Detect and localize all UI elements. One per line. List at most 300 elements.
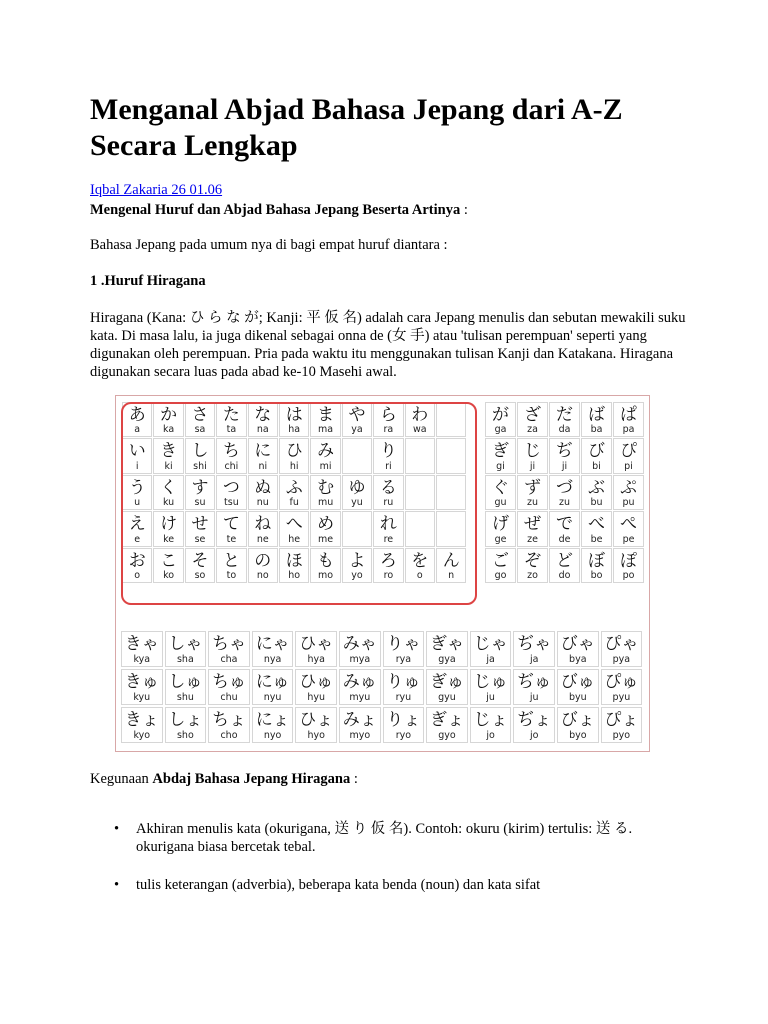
romaji-label: nu <box>256 497 269 509</box>
kana-char: そ <box>191 550 209 571</box>
combo-kana-cell <box>470 707 512 743</box>
romaji-label: hyu <box>307 692 326 703</box>
kana-cell <box>153 402 183 437</box>
intro-text: Bahasa Jepang pada umum nya di bagi empat huruf diantara : <box>90 237 448 253</box>
romaji-label: o <box>134 569 141 581</box>
kana-char: ぷ <box>620 477 637 498</box>
author-link[interactable]: Iqbal Zakaria 26 01.06 <box>90 182 223 198</box>
kana-char: え <box>128 514 146 535</box>
romaji-label: ho <box>288 569 301 581</box>
romaji-label: byu <box>568 692 587 703</box>
kana-cell <box>122 511 152 546</box>
kana-char: しゅ <box>168 672 203 692</box>
kana-char: ら <box>379 405 397 425</box>
kana-char: きょ <box>124 710 159 730</box>
romaji-label: ke <box>163 533 175 545</box>
combo-kana-cell <box>513 669 555 705</box>
kana-char: じょ <box>473 710 508 730</box>
bullet-icon: • <box>114 821 120 837</box>
kana-char: に <box>254 441 272 462</box>
kana-char: にょ <box>255 710 290 730</box>
romaji-label: hi <box>289 460 299 472</box>
kana-char: ぴゃ <box>604 634 639 654</box>
kana-cell <box>185 402 215 437</box>
romaji-label: ji <box>561 460 568 472</box>
kana-char: よ <box>348 550 366 571</box>
kana-char: み <box>317 441 335 462</box>
voiced-kana-cell <box>549 402 580 437</box>
usage-bold: Abdaj Bahasa Jepang Hiragana <box>152 771 351 787</box>
kana-char: や <box>348 405 366 425</box>
kana-char: にゅ <box>255 672 290 692</box>
kana-cell <box>405 548 435 583</box>
kana-cell <box>248 402 278 437</box>
kana-char: あ <box>128 405 146 425</box>
kana-char: た <box>222 405 240 425</box>
kana-char: きゃ <box>124 634 159 654</box>
romaji-label: be <box>590 533 603 545</box>
kana-char: て <box>222 514 240 535</box>
kana-cell <box>405 438 435 473</box>
combo-kana-cell <box>295 631 337 667</box>
voiced-kana-cell <box>517 438 548 473</box>
romaji-label: mo <box>318 569 334 581</box>
combo-kana-cell <box>165 707 207 743</box>
romaji-label: nyu <box>263 692 282 703</box>
combo-kana-cell <box>601 707 643 743</box>
romaji-label: re <box>383 533 394 545</box>
voiced-kana-cell <box>549 511 580 546</box>
kana-char: お <box>128 550 146 571</box>
romaji-label: ta <box>226 424 237 436</box>
romaji-label: he <box>288 533 301 545</box>
romaji-label: ju <box>486 692 495 703</box>
article-title: Menganal Abjad Bahasa Jepang dari A-Z Secara Lengkap <box>90 93 623 162</box>
kana-cell <box>248 438 278 473</box>
combo-kana-cell <box>208 707 250 743</box>
combo-kana-cell <box>208 669 250 705</box>
kana-char: じ <box>524 441 541 462</box>
kana-char: ぎゃ <box>429 634 464 654</box>
kana-char: ぼ <box>588 550 605 571</box>
kana-char: りょ <box>386 710 421 730</box>
romaji-label: na <box>256 424 269 436</box>
kana-char: べ <box>588 514 605 535</box>
kana-cell <box>216 475 246 510</box>
kana-char: へ <box>285 514 303 535</box>
kana-char: りゅ <box>386 672 421 692</box>
voiced-kana-cell <box>581 475 612 510</box>
romaji-label: shu <box>176 692 194 703</box>
romaji-label: do <box>558 569 571 581</box>
romaji-label: sho <box>176 730 194 741</box>
kana-char: げ <box>492 514 509 535</box>
kana-char: びょ <box>560 710 595 730</box>
romaji-label: ka <box>163 424 175 436</box>
romaji-label: i <box>135 460 139 472</box>
usage-line <box>90 770 690 788</box>
kana-cell <box>436 475 466 510</box>
romaji-label: ge <box>494 533 507 545</box>
kana-char: で <box>556 514 573 535</box>
romaji-label: gu <box>494 497 507 509</box>
kana-char: は <box>285 405 303 425</box>
romaji-label: te <box>226 533 237 545</box>
voiced-kana-cell <box>517 511 548 546</box>
kana-cell <box>436 511 466 546</box>
romaji-label: kyo <box>133 730 151 741</box>
kana-char: みゅ <box>342 672 377 692</box>
kana-char: じゃ <box>473 634 508 654</box>
kana-cell <box>436 438 466 473</box>
romaji-label: ki <box>164 460 173 472</box>
romaji-label: byo <box>569 730 587 741</box>
romaji-label: da <box>558 424 571 436</box>
kana-char: け <box>160 514 178 535</box>
kana-char: せ <box>191 514 209 535</box>
kana-cell <box>279 475 309 510</box>
kana-char: ゆ <box>348 477 366 498</box>
combo-kana-cell <box>470 669 512 705</box>
romaji-label: sa <box>194 424 206 436</box>
kana-cell <box>153 511 183 546</box>
combo-kana-cell <box>252 707 294 743</box>
romaji-label: hyo <box>307 730 325 741</box>
voiced-kana-cell <box>613 548 644 583</box>
kana-cell <box>342 402 372 437</box>
romaji-label: rya <box>395 654 412 665</box>
kana-char: ぞ <box>524 550 541 571</box>
kana-char: ね <box>254 514 272 535</box>
kana-char: れ <box>379 514 397 535</box>
voiced-kana-cell <box>485 475 516 510</box>
kana-cell <box>310 475 340 510</box>
combo-kana-cell <box>121 669 163 705</box>
romaji-label: bya <box>569 654 587 665</box>
romaji-label: kyu <box>133 692 151 703</box>
romaji-label: yu <box>351 497 363 509</box>
romaji-label: pa <box>622 424 635 436</box>
romaji-label: nya <box>263 654 282 665</box>
kana-cell <box>342 511 372 546</box>
voiced-kana-cell <box>613 438 644 473</box>
kana-char: ち <box>222 441 240 462</box>
bullet-icon: • <box>114 877 120 893</box>
romaji-label: ze <box>527 533 538 545</box>
combo-kana-cell <box>295 707 337 743</box>
kana-char: しゃ <box>168 634 203 654</box>
combo-kana-cell <box>339 669 381 705</box>
romaji-label: gyu <box>438 692 456 703</box>
romaji-label: wa <box>412 424 427 436</box>
romaji-label: ga <box>494 424 507 436</box>
romaji-label: su <box>194 497 206 509</box>
kana-cell <box>310 402 340 437</box>
kana-cell <box>122 402 152 437</box>
romaji-label: pyo <box>612 730 631 741</box>
list-item <box>90 820 690 856</box>
kana-cell <box>185 548 215 583</box>
romaji-label: cha <box>220 654 238 665</box>
kana-char: ぬ <box>254 477 272 498</box>
kana-char: ぐ <box>492 477 509 498</box>
combo-kana-cell <box>383 631 425 667</box>
kana-cell <box>122 438 152 473</box>
voiced-kana-cell <box>613 511 644 546</box>
kana-cell <box>310 511 340 546</box>
kana-cell <box>310 548 340 583</box>
kana-char: ちょ <box>211 710 246 730</box>
kana-char: きゅ <box>124 672 159 692</box>
romaji-label: e <box>134 533 141 545</box>
kana-char: び <box>588 441 605 462</box>
romaji-label: n <box>448 569 455 581</box>
hiragana-paragraph: Hiragana (Kana: ひ ら な が; Kanji: 平 仮 名) adalah cara Jepang menulis dan sebutan mewakili suku kata. Di masa lalu, ia juga dikenal sebagai onna de (女 手) atau 'tulisan perempuan' seperti yang digunakan oleh perempuan. Pria pada waktu itu menggunakan tulisan Kanji dan Katakana. Hiragana digunakan secara luas pada abad ke-10 Masehi awal. <box>90 310 686 380</box>
combo-kana-cell <box>339 631 381 667</box>
kana-char: が <box>492 405 509 425</box>
kana-char: じゅ <box>473 672 508 692</box>
kana-cell <box>373 438 403 473</box>
voiced-kana-cell <box>581 511 612 546</box>
romaji-label: pu <box>622 497 635 509</box>
kana-char: みょ <box>342 710 377 730</box>
kana-char: む <box>317 477 335 498</box>
kana-char: の <box>254 550 272 571</box>
combo-kana-cell <box>383 669 425 705</box>
kana-char: る <box>379 477 397 498</box>
combo-kana-cell <box>252 669 294 705</box>
kana-cell <box>342 548 372 583</box>
romaji-label: ja <box>529 654 539 665</box>
hiragana-table <box>115 395 650 752</box>
kana-cell <box>310 438 340 473</box>
romaji-label: a <box>134 424 141 436</box>
author-line <box>90 182 222 199</box>
romaji-label: myu <box>349 692 371 703</box>
romaji-label: no <box>256 569 269 581</box>
kana-char: く <box>160 477 178 498</box>
romaji-label: gi <box>496 460 505 472</box>
romaji-label: ko <box>163 569 175 581</box>
romaji-label: chi <box>224 460 239 472</box>
voiced-kana-cell <box>485 402 516 437</box>
kana-char: ひゃ <box>299 634 334 654</box>
romaji-label: bu <box>590 497 603 509</box>
romaji-label: pe <box>622 533 635 545</box>
kana-char: ひ <box>285 441 303 462</box>
combo-kana-cell <box>426 707 468 743</box>
romaji-label: ku <box>162 497 175 509</box>
combo-kana-cell <box>165 631 207 667</box>
romaji-label: tsu <box>224 497 239 509</box>
kana-cell <box>248 511 278 546</box>
combo-kana-cell <box>252 631 294 667</box>
kana-char: びゅ <box>560 672 595 692</box>
kana-char: う <box>128 477 146 498</box>
romaji-label: gya <box>438 654 456 665</box>
romaji-label: ri <box>385 460 392 472</box>
voiced-kana-cell <box>517 548 548 583</box>
romaji-label: o <box>416 569 423 581</box>
usage-prefix: Kegunaan <box>90 771 153 787</box>
kana-cell <box>248 548 278 583</box>
kana-char: ぴょ <box>604 710 639 730</box>
combo-kana-cell <box>470 631 512 667</box>
kana-cell <box>153 438 183 473</box>
kana-char: ろ <box>379 550 397 571</box>
kana-char: か <box>160 405 178 425</box>
kana-char: も <box>317 550 335 571</box>
kana-cell <box>373 511 403 546</box>
section-heading: 1 .Huruf Hiragana <box>90 273 206 289</box>
voiced-kana-cell <box>581 402 612 437</box>
romaji-label: jo <box>486 730 495 741</box>
kana-char: ず <box>524 477 541 498</box>
kana-char: ぺ <box>620 514 637 535</box>
kana-char: し <box>191 441 209 462</box>
kana-char: な <box>254 405 272 425</box>
combo-kana-cell <box>557 707 599 743</box>
voiced-kana-cell <box>485 438 516 473</box>
voiced-kana-cell <box>517 475 548 510</box>
list-item-text: tulis keterangan (adverbia), beberapa kata benda (noun) dan kata sifat <box>136 877 541 893</box>
romaji-label: ra <box>383 424 394 436</box>
kana-char: びゃ <box>560 634 595 654</box>
kana-char: ぢゅ <box>517 672 552 692</box>
kana-char: き <box>160 441 178 462</box>
romaji-label: bo <box>590 569 603 581</box>
kana-cell <box>216 548 246 583</box>
combo-kana-cell <box>121 631 163 667</box>
romaji-label: ha <box>288 424 301 436</box>
kana-char: づ <box>556 477 573 498</box>
kana-char: ぜ <box>524 514 541 535</box>
romaji-label: mu <box>317 497 334 509</box>
combo-kana-cell <box>557 669 599 705</box>
romaji-label: ya <box>351 424 363 436</box>
voiced-kana-cell <box>485 548 516 583</box>
romaji-label: mi <box>319 460 332 472</box>
kana-char: ぢ <box>556 441 573 462</box>
voiced-kana-cell <box>581 548 612 583</box>
kana-char: だ <box>556 405 573 425</box>
kana-cell <box>216 438 246 473</box>
romaji-label: ryu <box>395 692 412 703</box>
kana-char: ちゅ <box>211 672 246 692</box>
romaji-label: jo <box>529 730 539 741</box>
kana-char: にゃ <box>255 634 290 654</box>
kana-cell <box>373 548 403 583</box>
kana-cell <box>185 475 215 510</box>
combo-kana-cell <box>295 669 337 705</box>
voiced-kana-cell <box>549 475 580 510</box>
kana-cell <box>279 548 309 583</box>
list-item <box>90 876 690 894</box>
kana-cell <box>405 475 435 510</box>
voiced-kana-cell <box>517 402 548 437</box>
usage-suffix: : <box>350 771 358 787</box>
kana-char: ぶ <box>588 477 605 498</box>
kana-char: ぢゃ <box>517 634 552 654</box>
romaji-label: shi <box>193 460 207 472</box>
kana-char: を <box>411 550 429 571</box>
kana-char: ま <box>317 405 335 425</box>
kana-char: ば <box>588 405 605 425</box>
kana-cell <box>436 548 466 583</box>
kana-char: ぴ <box>620 441 637 462</box>
voiced-kana-cell <box>613 475 644 510</box>
voiced-kana-cell <box>613 402 644 437</box>
romaji-label: zu <box>526 497 538 509</box>
romaji-label: u <box>134 497 141 509</box>
kana-char: ひゅ <box>299 672 334 692</box>
romaji-label: me <box>318 533 334 545</box>
romaji-label: ni <box>258 460 268 472</box>
kana-char: ふ <box>285 477 303 498</box>
kana-char: こ <box>160 550 178 571</box>
combo-kana-cell <box>513 707 555 743</box>
romaji-label: bi <box>592 460 601 472</box>
kana-cell <box>342 475 372 510</box>
romaji-label: ju <box>529 692 539 703</box>
kana-char: ちゃ <box>211 634 246 654</box>
combo-kana-cell <box>165 669 207 705</box>
voiced-kana-cell <box>549 548 580 583</box>
romaji-label: pyu <box>612 692 631 703</box>
romaji-label: mya <box>349 654 371 665</box>
kana-cell <box>373 402 403 437</box>
combo-kana-cell <box>426 669 468 705</box>
romaji-label: ba <box>590 424 603 436</box>
romaji-label: pi <box>624 460 633 472</box>
romaji-label: ru <box>383 497 394 509</box>
kana-char: しょ <box>168 710 203 730</box>
kana-char: みゃ <box>342 634 377 654</box>
kana-char: と <box>222 550 240 571</box>
kana-cell <box>279 511 309 546</box>
list-item-text: Akhiran menulis kata (okurigana, 送 り 仮 名). Contoh: okuru (kirim) tertulis: 送 る. okurigana biasa bercetak tebal. <box>136 821 633 855</box>
kana-cell <box>373 475 403 510</box>
romaji-label: to <box>226 569 237 581</box>
romaji-label: nyo <box>263 730 282 741</box>
kana-cell <box>279 438 309 473</box>
romaji-label: zo <box>527 569 538 581</box>
kana-char: い <box>128 441 146 462</box>
usage-list <box>90 820 690 914</box>
kana-cell <box>122 548 152 583</box>
romaji-label: yo <box>351 569 363 581</box>
kana-char: り <box>379 441 397 462</box>
romaji-label: pya <box>612 654 631 665</box>
kana-cell <box>185 438 215 473</box>
romaji-label: chu <box>220 692 238 703</box>
kana-cell <box>153 475 183 510</box>
kana-char: め <box>317 514 335 535</box>
romaji-label: gyo <box>438 730 456 741</box>
romaji-label: cho <box>220 730 238 741</box>
romaji-label: ryo <box>395 730 412 741</box>
kana-cell <box>153 548 183 583</box>
kana-char: す <box>191 477 209 498</box>
kana-char: わ <box>411 405 429 425</box>
kana-cell <box>185 511 215 546</box>
romaji-label: de <box>558 533 571 545</box>
subtitle <box>90 201 690 219</box>
romaji-label: ro <box>383 569 394 581</box>
combo-kana-cell <box>601 669 643 705</box>
romaji-label: po <box>622 569 635 581</box>
combo-kana-cell <box>383 707 425 743</box>
